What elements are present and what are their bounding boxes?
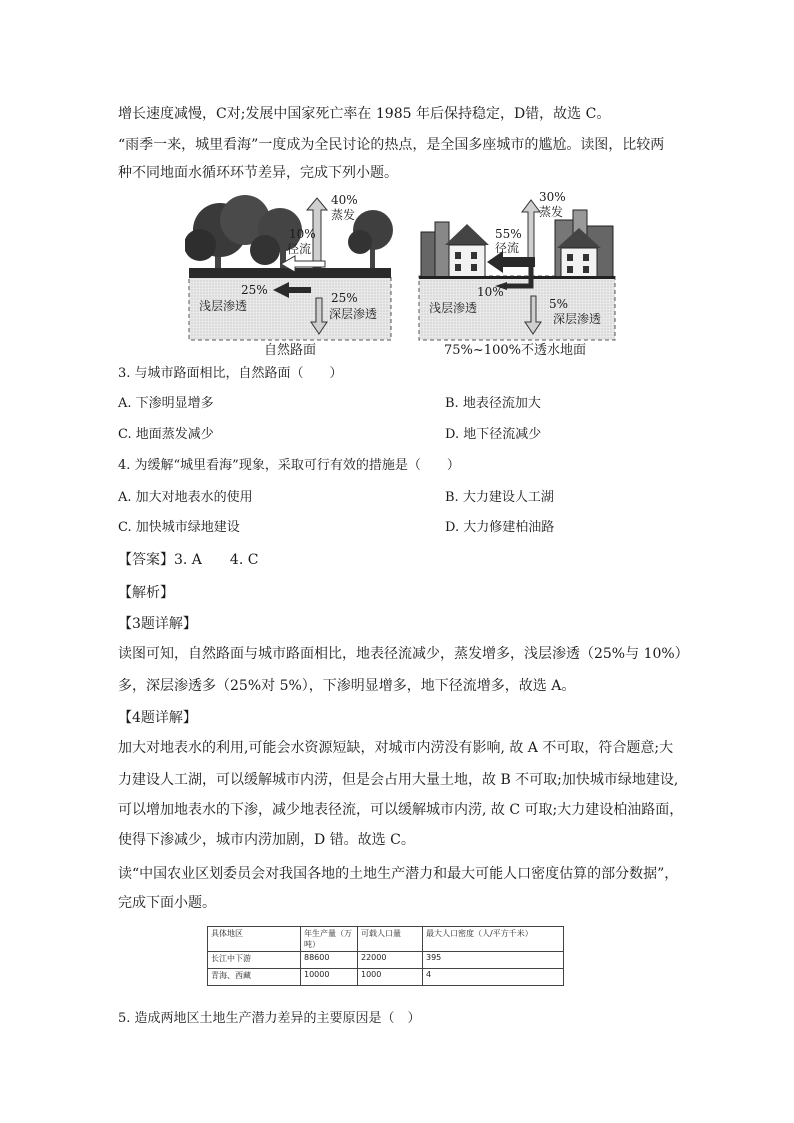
table-cell: 4 <box>423 969 564 986</box>
svg-text:40%: 40% <box>331 193 358 207</box>
option-3d[interactable]: D. 地下径流减少 <box>445 427 542 442</box>
table-header-row <box>208 927 564 952</box>
detail-4-heading: 【4题详解】 <box>118 710 197 726</box>
option-4c[interactable]: C. 加快城市绿地建设 <box>118 520 240 535</box>
svg-text:径流: 径流 <box>495 241 520 255</box>
svg-text:30%: 30% <box>539 190 566 204</box>
table-cell: 88600 <box>301 952 358 969</box>
analysis-heading: 【解析】 <box>118 585 174 601</box>
table-cell: 1000 <box>358 969 423 986</box>
question-intro: 读“中国农业区划委员会对我国各地的土地生产潜力和最大可能人口密度估算的部分数据”， <box>118 866 679 882</box>
detail-3-text: 读图可知，自然路面与城市路面相比，地表径流减少，蒸发增多，浅层渗透（25%与 10%） <box>118 646 689 662</box>
table-cell: 青海、西藏 <box>208 969 301 986</box>
detail-3-text: 多，深层渗透多（25%对 5%），下渗明显增多，地下径流增多，故选 A。 <box>118 678 576 694</box>
detail-4-text: 力建设人工湖，可以缓解城市内涝，但是会占用大量土地，故 B 不可取;加快城市绿地建设, <box>118 772 679 788</box>
svg-text:深层渗透: 深层渗透 <box>553 312 602 326</box>
natural-surface-panel <box>185 193 393 358</box>
table-header-cell: 年生产量（万吨） <box>301 927 358 952</box>
table-header-cell: 可载人口量 <box>358 927 423 952</box>
table-header-cell: 最大人口密度（人/平方千米） <box>423 927 564 952</box>
answer-line: 【答案】3. A 4. C <box>118 552 259 568</box>
detail-4-text: 加大对地表水的利用,可能会水资源短缺，对城市内涝没有影响, 故 A 不可取，符合题意;大 <box>118 740 674 756</box>
question-intro: 完成下面小题。 <box>118 895 216 911</box>
text-line: 增长速度减慢，C对;发展中国家死亡率在 1985 年后保持稳定，D错，故选 C。 <box>118 106 611 122</box>
svg-text:自然路面: 自然路面 <box>263 343 317 358</box>
question-intro: “雨季一来，城里看海”一度成为全民讨论的热点，是全国多座城市的尴尬。读图，比较两 <box>118 137 665 153</box>
svg-text:径流: 径流 <box>287 242 312 256</box>
table-row <box>208 952 564 969</box>
option-3b[interactable]: B. 地表径流加大 <box>445 396 541 411</box>
svg-text:浅层渗透: 浅层渗透 <box>199 299 248 313</box>
svg-text:浅层渗透: 浅层渗透 <box>429 301 478 315</box>
table-cell: 22000 <box>358 952 423 969</box>
table-row <box>208 969 564 986</box>
evaporation-arrow-icon <box>522 200 540 260</box>
svg-text:深层渗透: 深层渗透 <box>329 307 378 321</box>
svg-text:10%: 10% <box>477 285 504 299</box>
water-cycle-figure <box>185 190 617 358</box>
detail-3-heading: 【3题详解】 <box>118 616 197 632</box>
table-header-cell: 具体地区 <box>208 927 301 952</box>
svg-text:蒸发: 蒸发 <box>539 205 564 219</box>
option-4a[interactable]: A. 加大对地表水的使用 <box>118 490 253 505</box>
svg-text:55%: 55% <box>495 227 522 241</box>
urban-surface-panel <box>419 190 615 358</box>
table-cell: 395 <box>423 952 564 969</box>
question-stem-3: 3. 与城市路面相比，自然路面（ ） <box>118 366 343 381</box>
table-cell: 10000 <box>301 969 358 986</box>
svg-text:5%: 5% <box>549 297 569 311</box>
svg-text:蒸发: 蒸发 <box>331 208 356 222</box>
data-table <box>207 926 564 986</box>
option-3c[interactable]: C. 地面蒸发减少 <box>118 427 214 442</box>
option-3a[interactable]: A. 下渗明显增多 <box>118 396 214 411</box>
question-intro: 种不同地面水循环环节差异，完成下列小题。 <box>118 165 398 181</box>
svg-text:25%: 25% <box>331 291 358 305</box>
question-stem-4: 4. 为缓解“城里看海”现象，采取可行有效的措施是（ ） <box>118 458 460 473</box>
svg-text:10%: 10% <box>289 227 316 241</box>
option-4b[interactable]: B. 大力建设人工湖 <box>445 490 554 505</box>
detail-4-text: 使得下渗减少，城市内涝加剧，D 错。故选 C。 <box>118 832 415 848</box>
question-stem-5: 5. 造成两地区土地生产潜力差异的主要原因是（ ） <box>118 1011 421 1026</box>
svg-text:75%~100%不透水地面: 75%~100%不透水地面 <box>444 343 586 358</box>
option-4d[interactable]: D. 大力修建柏油路 <box>445 520 555 535</box>
table-cell: 长江中下游 <box>208 952 301 969</box>
svg-text:25%: 25% <box>241 283 268 297</box>
detail-4-text: 可以增加地表水的下渗，减少地表径流，可以缓解城市内涝, 故 C 可取;大力建设柏油路面， <box>118 802 684 818</box>
